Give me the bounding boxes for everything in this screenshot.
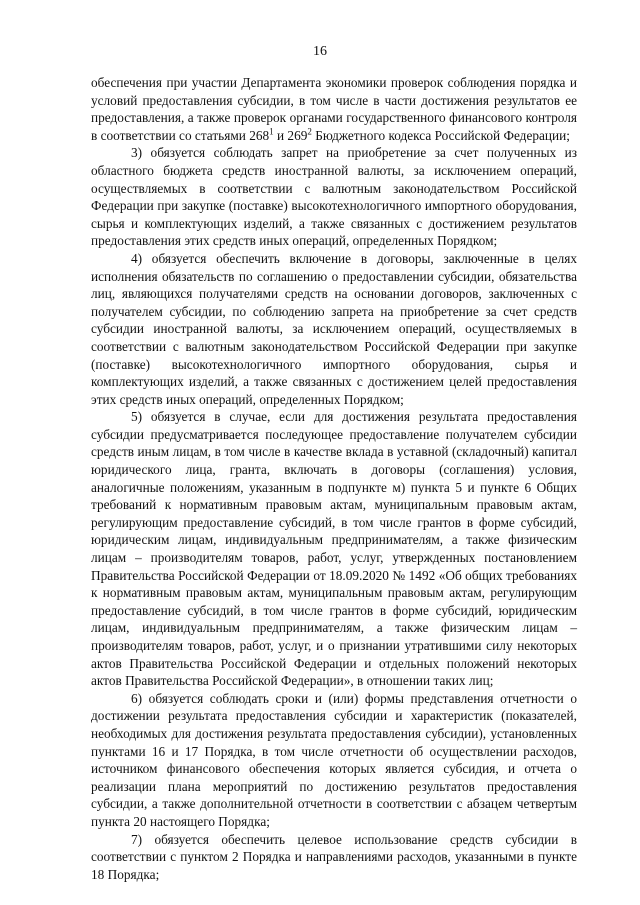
paragraph-continuation: обеспечения при участии Департамента экономики проверок соблюдения порядка и условий предоставления субсидии, в том числе в части достижения результатов ее предоставления, а также проверок органами государственного финансового контроля в соответствии со статьями $268^1$ и $269^2$ Бюджетного кодекса Российской Федерации; xyxy=(91,75,577,143)
document-body xyxy=(91,74,577,883)
paragraph-item-6: 6) обязуется соблюдать сроки и (или) формы представления отчетности о достижении результата предоставления субсидии и характеристик (показателей, необходимых для достижения результата предоставления субсидии), установленных пунктами 16 и 17 Порядка, в том числе отчетности об осуществлении расходов, источником финансового обеспечения которых является субсидия, и отчета о реализации плана мероприятий по достижению результатов предоставления субсидии, а также дополнительной отчетности в соответствии с абзацем четвертым пункта 20 настоящего Порядка; xyxy=(91,690,577,829)
superscript-2: 2 xyxy=(307,126,312,137)
superscript-1: 1 xyxy=(269,126,274,137)
paragraph-item-7: 7) обязуется обеспечить целевое использование средств субсидии в соответствии с пунктом 2 Порядка и направлениями расходов, указанными в пункте 18 Порядка; xyxy=(91,831,577,882)
paragraph-item-5: 5) обязуется в случае, если для достижения результата предоставления субсидии предусматривается последующее предоставление получателем субсидии средств иным лицам, в том числе в качестве вклада в уставной (складочный) капитал юридического лица, гранта, включать в договоры (соглашения) условия, аналогичные положениям, указанным в подпункте м) пункта 5 и пункте 6 Общих требований к нормативным правовым актам, муниципальным правовым актам, регулирующим предоставление субсидий, в том числе грантов в форме субсидий, юридическим лицам, индивидуальным предпринимателям, а также физическим лицам – производителям товаров, работ, услуг, утвержденных постановлением Правительства Российской Федерации от 18.09.2020 № 1492 «Об общих требованиях к нормативным правовым актам, муниципальным правовым актам, регулирующим предоставление субсидий, в том числе грантов в форме субсидий, юридическим лицам, индивидуальным предпринимателям, а также физическим лицам – производителям товаров, работ, услуг, и о признании утратившими силу некоторых актов Правительства Российской Федерации и отдельных положений некоторых актов Правительства Российской Федерации», в отношении таких лиц; xyxy=(91,409,577,689)
paragraph-item-3: 3) обязуется соблюдать запрет на приобретение за счет полученных из областного бюджета средств иностранной валюты, за исключением операций, осуществляемых в соответствии с валютным законодательством Российской Федерации при закупке (поставке) высокотехнологичного импортного оборудования, сырья и комплектующих изделий, а также связанных с достижением результатов предоставления этих средств иных операций, определенных Порядком; xyxy=(91,145,577,249)
page-number: 16 xyxy=(313,44,327,59)
paragraph-item-4: 4) обязуется обеспечить включение в договоры, заключенные в целях исполнения обязательств по соглашению о предоставлении субсидии, обязательства лиц, являющихся получателями средств на основании договоров, заключенных с получателем субсидии, по соблюдению запрета на приобретение за счет средств субсидии иностранной валюты, за исключением операций, осуществляемых в соответствии с валютным законодательством Российской Федерации при закупке (поставке) высокотехнологичного импортного оборудования, сырья и комплектующих изделий, а также связанных с достижением целей предоставления этих средств иных операций, определенных Порядком; xyxy=(91,250,577,407)
